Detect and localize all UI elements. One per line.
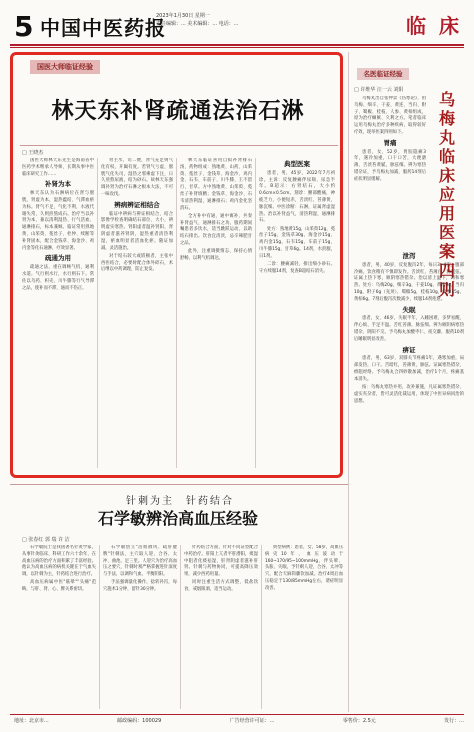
body-text: 林天东临证喜用自拟补肾排石汤，药物组成：熟地黄、山药、山茱萸、菟丝子、金钱草、海金沙、鸡内金、石韦、车前子、川牛膝、王不留行、甘草。方中熟地黄、山茱萸、菟丝子补肾填精；金钱草、海金沙、石韦清热利湿，通淋排石；鸡内金化坚消石。 [180, 158, 252, 211]
subhead: 补肾为本 [45, 180, 71, 189]
subhead: 泄泻 [402, 252, 416, 260]
column-divider [255, 158, 256, 468]
bottom-kicker: 针刺为主 针药结合 [126, 496, 234, 507]
body-text: 全方补中有通，通中寓补，共奏补肾益气、通淋排石之功。服药期间嘱患者多饮水，适当跳跃运动，以助结石排出。饮食宜清淡，忌辛辣肥甘之品。 [180, 213, 252, 247]
section-rule [10, 484, 348, 485]
main-column-2 [101, 158, 173, 468]
bottom-column-4 [265, 545, 343, 709]
column-divider [176, 158, 177, 468]
footer-item: 零售价：2.5元 [342, 718, 376, 724]
body-text: 对于结石较大或嵌顿者，主张中西医结合，必要时配合体外碎石，术后继以中药调理，防止复发。 [101, 253, 173, 273]
body-text: 疏通之法，重在调畅气机，通利水道。气行则水行，水行则石下。常佐以乌药、枳壳、川牛膝等行气导滞之品，使补而不滞，通而不伤正。 [22, 265, 94, 291]
footer-rule [10, 714, 464, 715]
masthead-rule [10, 44, 464, 46]
subhead: 辨病辨证相结合 [114, 200, 160, 209]
subhead: 疏通为用 [45, 254, 71, 263]
body-text: 患者，男，40岁，反复腹泻2年，每日3~4次，腹部冷痛，饮食稍有不慎即发作。舌淡红，苔薄白，脉沉弦。证属上热下寒，厥阴寒热错杂。治以清上温下，调和寒热。处方：乌梅20g，细辛3g，干姜10g，黄连6g，当归10g，附子6g（先煎），蜀椒5g，桂枝10g，党参15g，黄柏6g。7剂后腹泻次数减少，续服14剂痊愈。 [354, 262, 464, 302]
footer-item: 地址：北京市... [14, 718, 49, 724]
body-text: 典型病例：患者，女，58岁，高血压病史10年，血压波动于160~170/95~100mmHg，伴头晕、头胀、失眠。予针刺人迎、合谷、太冲等穴，配合天麻钩藤饮加减。治疗4周后血压稳定于130/85mmHg左右，诸症明显改善。 [265, 545, 343, 591]
main-headline: 林天东补肾疏通法治石淋 [51, 99, 305, 124]
column-divider [99, 545, 100, 709]
body-text: 针药结合方面，针对不同证型配合中药治疗。肝阳上亢者平肝潜阳，痰湿中阻者化痰祛湿，肝肾阴虚者滋补肝肾。针刺与药物协同，可提高降压效果，减少西药用量。 [184, 545, 258, 578]
subhead: 失眠 [402, 305, 416, 314]
subhead: 典型医案 [284, 160, 310, 168]
editor-line: 责任编辑：... 美术编辑：... 电话：... [156, 21, 239, 27]
footer [14, 717, 464, 724]
issue-meta [156, 12, 239, 28]
body-text: 患者，女，52岁，胃脘隐痛3年，遇冷加重，口干口苦，大便溏薄，舌淡苔黄腻，脉弦细。辨为寒热错杂证，予乌梅丸加减，服药14剂后症状明显缓解。 [354, 149, 426, 182]
footer-item: 发行：... [444, 718, 464, 724]
body-text: 林天东认为石淋病位在肾与膀胱，肾虚为本，湿热蕴结、气滞血瘀为标。肾气不足，气化不利，水液代谢失常，久则煎熬成石。治疗当以补肾为本，兼以清利湿热、行气活血、通淋排石，标本兼顾。临证常用熟地黄、山茱萸、菟丝子、杜仲、续断等补肾固本，配合金钱草、海金沙、鸡内金等化石通淋，疗效显著。 [22, 191, 94, 251]
body-text: 按：乌梅丸寒热并用，攻补兼施，凡证属寒热错杂、虚实夹杂者，皆可灵活化裁运用，体现了中医异病同治的思想。 [354, 385, 464, 404]
subhead: 痹证 [402, 345, 416, 354]
right-vertical-title: 乌梅丸临床应用医案四则 [438, 90, 455, 299]
body-text: 处方：熟地黄15g，山茱萸12g，菟丝子15g，金钱草30g，海金沙15g，鸡内金15g，石韦15g，车前子15g，川牛膝15g，甘草6g。14剂，水煎服，日1剂。 [259, 226, 335, 259]
body-text: 患者，男，63岁，双膝关节疼痛1年，遇寒加重，局部发热，口干。舌暗红，苔薄黄，脉弦。证属寒热错杂，痹阻经络。予乌梅丸合四妙散加减，治疗1个月，疼痛基本消失。 [354, 356, 464, 382]
main-column-1 [22, 158, 94, 468]
main-column-3 [180, 158, 252, 468]
page-number: 5 [14, 10, 34, 43]
paper-name: 中国中医药报 [40, 16, 166, 40]
body-text: 临证中辨病与辨证相结合，结合影像学检查明确结石部位、大小，辨明虚实寒热。肾阳虚者温补肾阳，肾阴虚者滋养肾阴，湿热重者清热利湿，瘀血明显者活血化瘀。随证加减，灵活施治。 [101, 211, 173, 251]
right-column-body [354, 250, 464, 710]
masthead-rule-thin [10, 47, 464, 48]
body-text: 肾主水，司二便，肾气充足则气化有权，开阖有度。若肾气亏虚，膀胱气化失司，湿热之邪乘虚下注，日久煎熬尿液，结为砂石。故林天东强调补肾为治疗石淋之根本大法，不可一味攻伐。 [101, 158, 173, 197]
body-text: 石学敏创立"活血散风、疏肝健脾"针刺法，主穴取人迎、合谷、太冲、曲池、足三里。人迎穴为治疗高血压之要穴，针刺时须严格掌握进针深度与手法，以调和气血，平衡阴阳。 [103, 545, 177, 578]
body-text: 石学敏院士是我国著名针灸学家，从事针灸临床、科研工作六十余年，在高血压病的治疗方面积累了丰富经验。他认为高血压病的病机关键在于气血失调，以针刺为主，针药结合进行治疗。 [22, 545, 96, 578]
right-column-top [354, 96, 426, 246]
issue-date: 2023年1月30日 星期一 [156, 13, 210, 19]
main-byline: □ 王晓杰 [22, 150, 44, 156]
bottom-column-1 [22, 545, 96, 709]
body-text: 患者，男，45岁，2022年7月初诊。主诉：反复腰痛伴尿频、尿急半年。B超示：右肾结石，大小约0.6cm×0.5cm。刻诊：腰部酸痛，神疲乏力，小便短赤，舌淡红，苔薄黄，脉沉细。中医诊断：石淋，证属肾虚湿热。治以补肾益气，清热利湿，通淋排石。 [259, 170, 335, 224]
body-text: 国医大师林天东先生是海南省中医药学术继承人导师，长期从事中医临床研究工作…… [22, 158, 94, 177]
column-divider [261, 545, 262, 709]
body-text: 乌梅丸出自张仲景《伤寒论》，由乌梅、细辛、干姜、黄连、当归、附子、蜀椒、桂枝、人参、黄柏组成，原为治疗蛔厥、久利之方。笔者临床运用乌梅丸治疗多种疾病，取得较好疗效，现举医案四则如下。 [354, 96, 426, 135]
body-text: 二诊：腰痛减轻，排出细小砂石。守方续服14剂，复查B超结石消失。 [259, 262, 335, 274]
subhead: 胃痛 [383, 138, 397, 147]
right-column-divider [348, 52, 349, 712]
section-title: 临 床 [406, 14, 462, 38]
right-byline: □ 许维华 汪一云 刘阳 [354, 87, 404, 93]
bottom-headline: 石学敏辨治高血压经验 [97, 509, 258, 528]
bottom-column-3 [184, 545, 258, 709]
bottom-column-2 [103, 545, 177, 709]
footer-item: 广告经营许可证：... [229, 718, 275, 724]
footer-item: 邮政编码：100029 [117, 718, 162, 724]
body-text: 手法强调量化操作，捻转补泻，每穴施术1分钟，留针30分钟。 [103, 580, 177, 593]
headline-rule [20, 145, 338, 146]
right-column-tag: 名医临证经验 [357, 68, 409, 80]
body-text: 同时注重生活方式调整，低盐饮食，戒烟限酒，适当运动。 [184, 580, 258, 593]
body-text: 高血压病属中医"眩晕""头痛"范畴，与肝、肾、心、脾关系密切。 [22, 580, 96, 593]
column-tag: 国医大师临证经验 [30, 60, 100, 74]
column-divider [180, 545, 181, 709]
body-text: 此外，注重调摄情志，保持心情舒畅，以利气机调达。 [180, 249, 252, 262]
column-divider [97, 158, 98, 468]
main-column-4 [259, 158, 335, 468]
body-text: 患者，女，46岁，失眠半年，入睡困难，多梦易醒，伴心烦、手足不温。舌红苔薄，脉弦细。辨为厥阴病寒热错杂、阴阳不交。予乌梅丸加酸枣仁、夜交藤，服药10剂后睡眠明显改善。 [354, 316, 464, 342]
bottom-byline: □ 张春红 郭 瑞 许 洁 [22, 537, 70, 543]
